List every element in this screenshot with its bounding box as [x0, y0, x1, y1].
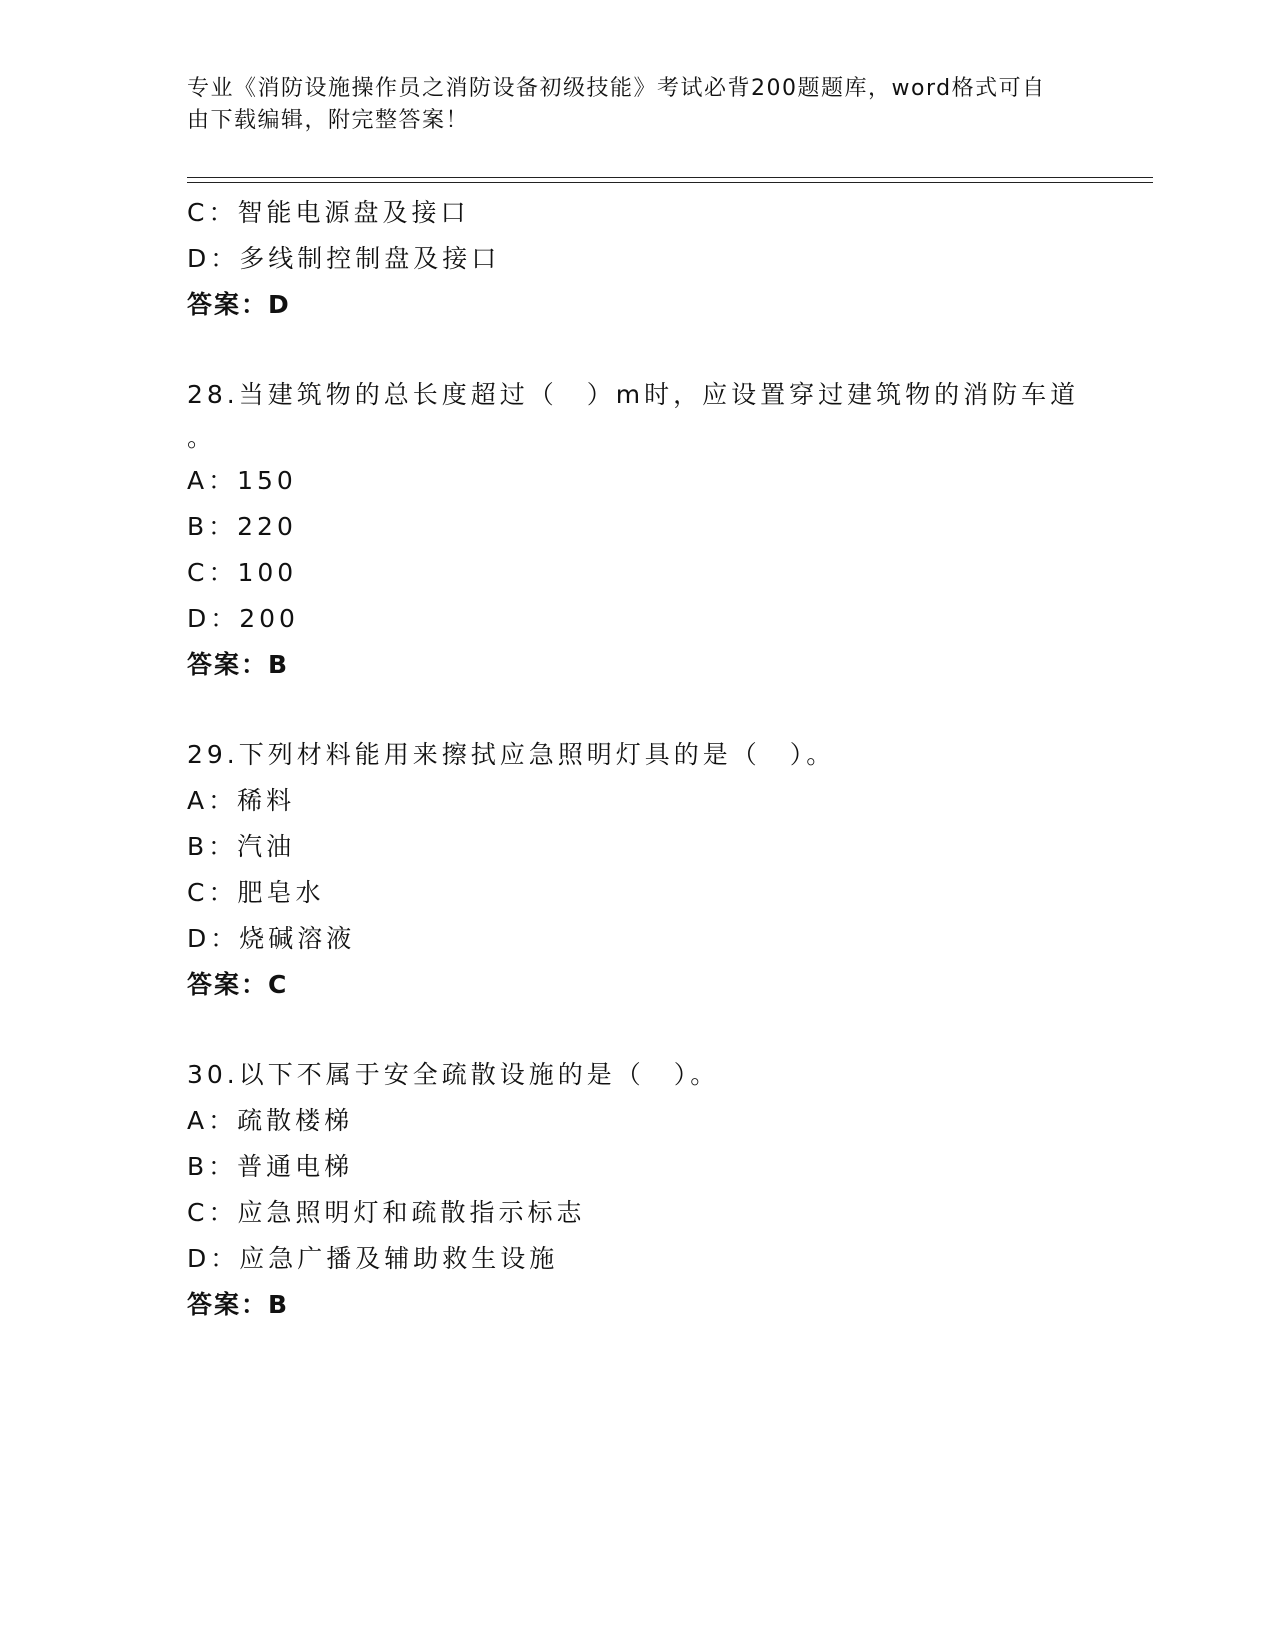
question-28 [187, 372, 1087, 688]
answer: 答案：C [187, 970, 289, 999]
option-a: A：150 [187, 466, 297, 495]
answer: 答案：B [187, 650, 290, 679]
option-c: C：100 [187, 558, 298, 587]
question-stem: 30.以下不属于安全疏散设施的是（ ）。 [187, 1060, 720, 1089]
option-c: C：智能电源盘及接口 [187, 198, 470, 227]
question-stem: 28.当建筑物的总长度超过（ ）m时，应设置穿过建筑物的消防车道 [187, 380, 1080, 409]
option-d: D：多线制控制盘及接口 [187, 244, 501, 273]
option-b: B：汽油 [187, 832, 296, 861]
document-body [187, 190, 1087, 1328]
header-divider [187, 177, 1153, 183]
option-a: A：稀料 [187, 786, 296, 815]
option-b: B：普通电梯 [187, 1152, 354, 1181]
option-d: D：烧碱溶液 [187, 924, 356, 953]
option-c: C：应急照明灯和疏散指示标志 [187, 1198, 586, 1227]
question-stem-continuation: 。 [187, 423, 217, 452]
answer: 答案：D [187, 290, 291, 319]
option-d: D：200 [187, 604, 299, 633]
option-b: B：220 [187, 512, 297, 541]
question-stem: 29.下列材料能用来擦拭应急照明灯具的是（ ）。 [187, 740, 836, 769]
question-29 [187, 732, 1087, 1008]
answer: 答案：B [187, 1290, 290, 1319]
option-c: C：肥皂水 [187, 878, 325, 907]
option-d: D：应急广播及辅助救生设施 [187, 1244, 559, 1273]
page-header: 专业《消防设施操作员之消防设备初级技能》考试必背200题题库，word格式可自由下载编辑，附完整答案！ [187, 76, 1046, 133]
question-30 [187, 1052, 1087, 1328]
option-a: A：疏散楼梯 [187, 1106, 354, 1135]
carryover-question [187, 190, 1087, 328]
